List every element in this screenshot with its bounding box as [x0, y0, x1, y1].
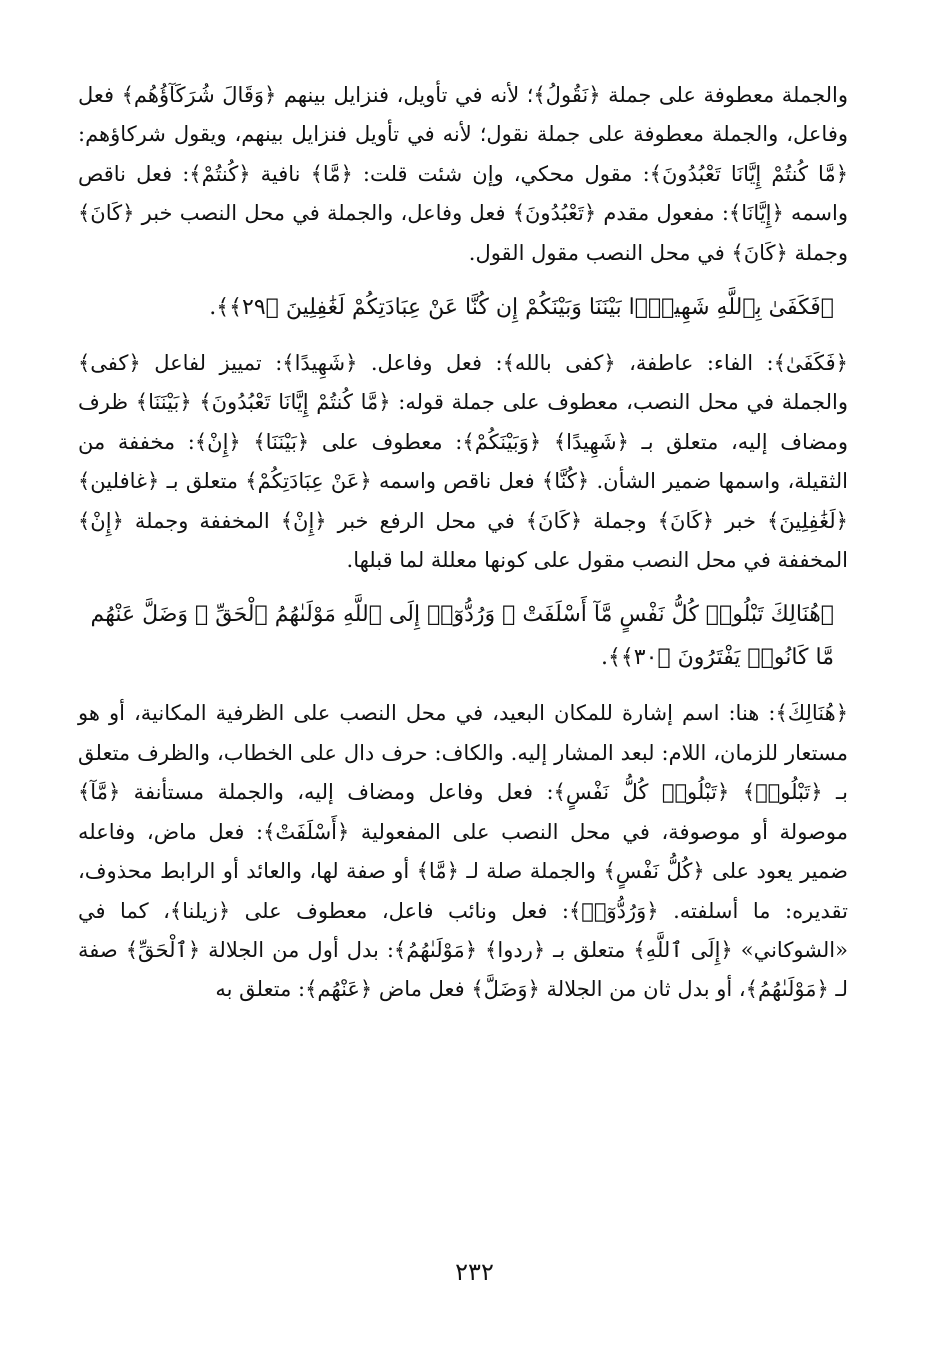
page-number: ٢٣٢	[455, 1258, 494, 1286]
paragraph-3: ﴿هُنَالِكَ﴾: هنا: اسم إشارة للمكان البعيد، في محل النصب على الظرفية المكانية، أو هو مستعار للزمان، اللام: لبعد المشار إليه. والكاف: حرف دال على الخطاب، والظرف متعلق بـ ﴿تَبْلُوا۟﴾ ﴿تَبْلُوا۟ كُلُّ نَفْسٍ﴾: فعل وفاعل ومضاف إليه، والجملة مستأنفة ﴿مَّآ﴾ موصولة أو موصوفة، في محل النصب على المفعولية ﴿أَسْلَفَتْ﴾: فعل ماض، وفاعله ضمير يعود على ﴿كُلُّ نَفْسٍ﴾ والجملة صلة لـ ﴿مَّا﴾ أو صفة لها، والعائد أو الرابط محذوف، تقديره: ما أسلفته. ﴿وَرُدُّوٓا۟﴾: فعل ونائب فاعل، معطوف على ﴿زيلنا﴾، كما في «الشوكاني» ﴿إِلَى ٱللَّهِ﴾ متعلق بـ ﴿ردوا﴾ ﴿مَوْلَىٰهُمُ﴾: بدل أول من الجلالة ﴿ٱلْحَقِّ﴾ صفة لـ ﴿مَوْلَىٰهُمُ﴾، أو بدل ثان من الجلالة ﴿وَضَلَّ﴾ فعل ماض ﴿عَنْهُم﴾: متعلق به	[78, 701, 848, 1002]
quran-verse-30: ﴿هُنَالِكَ تَبْلُوا۟ كُلُّ نَفْسٍ مَّآ أَسْلَفَتْ ۚ وَرُدُّوٓا۟ إِلَى ٱللَّهِ مَوْلَىٰهُمُ ٱلْحَقِّ ۖ وَضَلَّ عَنْهُم مَّا كَانُوا۟ يَفْتَرُونَ ﴿٣٠﴾﴾.	[90, 602, 834, 671]
page-body	[78, 76, 848, 1010]
quran-verse-29: ﴿فَكَفَىٰ بِٱللَّهِ شَهِيدًۢا بَيْنَنَا وَبَيْنَكُمْ إِن كُنَّا عَنْ عِبَادَتِكُمْ لَغَٰفِلِينَ ﴿٢٩﴾﴾.	[209, 295, 834, 321]
paragraph-1: والجملة معطوفة على جملة ﴿نَقُولُ﴾؛ لأنه في تأويل، فنزايل بينهم ﴿وَقَالَ شُرَكَآؤُهُم﴾ فعل وفاعل، والجملة معطوفة على جملة نقول؛ لأنه في تأويل فنزايل بينهم، ويقول شركاؤهم: ﴿مَّا كُنتُمْ إِيَّانَا تَعْبُدُونَ﴾: مقول محكي، وإن شئت قلت: ﴿مَّا﴾ نافية ﴿كُنتُمْ﴾: فعل ناقص واسمه ﴿إِيَّانَا﴾: مفعول مقدم ﴿تَعْبُدُونَ﴾ فعل وفاعل، والجملة في محل النصب خبر ﴿كَانَ﴾ وجملة ﴿كَانَ﴾ في محل النصب مقول القول.	[78, 83, 848, 265]
paragraph-2: ﴿فَكَفَىٰ﴾: الفاء: عاطفة، ﴿كفى بالله﴾: فعل وفاعل. ﴿شَهِيدًا﴾: تمييز لفاعل ﴿كفى﴾ والجملة في محل النصب، معطوف على جملة قوله: ﴿مَّا كُنتُمْ إِيَّانَا تَعْبُدُونَ﴾ ﴿بَيْنَنَا﴾ ظرف ومضاف إليه، متعلق بـ ﴿شَهِيدًا﴾ ﴿وَبَيْنَكُمْ﴾: معطوف على ﴿بَيْنَنَا﴾ ﴿إِنْ﴾: مخففة من الثقيلة، واسمها ضمير الشأن. ﴿كُنَّا﴾ فعل ناقص واسمه ﴿عَنْ عِبَادَتِكُمْ﴾ متعلق بـ ﴿غافلين﴾ ﴿لَغَٰفِلِينَ﴾ خبر ﴿كَانَ﴾ وجملة ﴿كَانَ﴾ في محل الرفع خبر ﴿إِنْ﴾ المخففة وجملة ﴿إِنْ﴾ المخففة في محل النصب مقول على كونها معللة لما قبلها.	[78, 351, 848, 573]
